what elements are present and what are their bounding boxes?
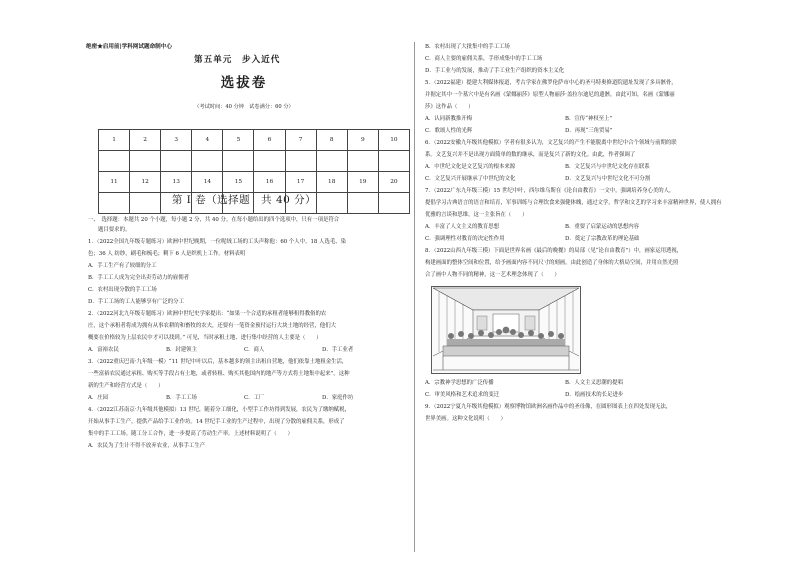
q2-option-d[interactable]: D．手工业者 [322, 347, 354, 353]
left-column [84, 0, 404, 562]
q6-option-d[interactable]: D．文艺复兴与中世纪文化不可分割 [565, 176, 651, 182]
q3-stem: 新的生产和经营方式是（ ） [88, 383, 164, 389]
q8-stem: 合了画中人物不同的精神，这一艺术理念体现了（ ） [425, 272, 560, 278]
q7-option-c[interactable]: C．强调理性对教育的决定性作用 [425, 236, 505, 242]
q5-option-b[interactable]: B．宣传“神权至上” [565, 116, 613, 122]
q5-stem: 5．（2022福建）提建大利媒体报道，考古学家在佛罗伦萨市中心的圣马特奥修道院遗址发现了多具骸骨， [425, 80, 677, 86]
answer-cell[interactable]: 3 [161, 130, 192, 151]
q1-option-a[interactable]: A．手工生产有了较细的分工 [88, 263, 157, 269]
exam-title: 选拔卷 [220, 75, 268, 91]
q7-option-d[interactable]: D．奠定了宗教改革的理论基础 [565, 236, 640, 242]
q8-stem: 8．（2022山西九年级三模）下面是世界名画《最后的晚餐》的局部（见“论自由教育”）中，画家运用透视， [425, 248, 683, 254]
answer-cell[interactable]: 2 [130, 130, 161, 151]
last-supper-illustration [431, 286, 581, 374]
q2-option-c[interactable]: C．商人 [244, 347, 265, 353]
q6-option-a[interactable]: A．中世纪文化是文艺复兴的根本来源 [425, 164, 516, 170]
q2-option-a[interactable]: A．富裕农民 [88, 347, 119, 353]
q5-option-c[interactable]: C．歌颂人性的光辉 [425, 128, 473, 134]
instructions-cont: 题目要求的。 [98, 227, 131, 233]
section-title: 第 I 卷（选择题 共 40 分） [171, 194, 317, 206]
instructions: 一、 选择题：本题共 20 个小题，每小题 2 分，共 40 分。在每小题给出的四个选项中，只有一项是符合 [88, 217, 340, 223]
answer-cell[interactable]: 8 [316, 130, 347, 151]
q1-option-d[interactable]: D．手工工场的工人能够享有广泛的分工 [88, 299, 184, 305]
q8-option-a[interactable]: A．宗教神学思想的广泛传播 [425, 380, 494, 386]
q3-option-c[interactable]: C．工厂 [244, 395, 265, 401]
answer-grid-blank-row [99, 151, 410, 172]
q4-option-d[interactable]: D．手工业与的发展，推动了手工业生产组织的资本主义化 [425, 68, 565, 74]
right-column [421, 0, 751, 562]
q8-option-d[interactable]: D．绘画技术的长足进步 [565, 392, 624, 398]
q7-stem: 提倡学习古典语言的语言和培育，军事训练与合理饮食来强健体魄，通过文学，哲学和文艺的学习来丰富精神世界，使人拥有 [425, 200, 722, 206]
q2-option-b[interactable]: B．封建领主 [166, 347, 197, 353]
q7-stem: 优雅的言谈和思维，这一主张旨在（ ） [425, 212, 528, 218]
q1-option-c[interactable]: C．农村出现分散的手工工场 [88, 287, 157, 293]
q6-option-c[interactable]: C．文艺复兴开展继承了中世纪的文化 [425, 176, 516, 182]
answer-cell[interactable]: 12 [130, 172, 161, 193]
q3-option-a[interactable]: A．庄园 [88, 395, 109, 401]
answer-cell[interactable]: 5 [223, 130, 254, 151]
q4-stem: 开始从事手工生产，提供产品给手工业作坊。14 世纪手工业的生产过程中，出现了分散的雇佣关系，形成了 [88, 419, 345, 425]
q1-stem: 色；36 人 纺纱，刷毛和梳毛；剩下 6 人是织机上工作。材料表明 [88, 251, 246, 257]
answer-cell[interactable]: 10 [378, 130, 409, 151]
answer-grid-row [99, 130, 410, 151]
answer-cell[interactable]: 9 [347, 130, 378, 151]
q2-stem: 2．（2022河北九年级专题练习）欧洲中世纪史学家提出：“如果一个合适的承租者能够租得教俗的农 [88, 311, 327, 317]
q4-option-c[interactable]: C．商人主要的雇佣关系，手形成集中的手工工场 [425, 56, 543, 62]
q5-option-d[interactable]: D．再现“三角贸易” [565, 128, 613, 134]
answer-grid-row [99, 172, 410, 193]
q3-option-b[interactable]: B．手工工场 [166, 395, 197, 401]
q6-stem: 系。文艺复兴并不是出现方面简单的数的继承，而是复兴了新的文化。由此，作者强调了 [425, 152, 636, 158]
q7-option-b[interactable]: B．重要了启蒙运动的思想内容 [565, 224, 640, 230]
q2-stem: 概要在价格较为上层农民中才可以找到。” 可见，当时承租土地、进行集中经营的人主要是（ ） [88, 335, 322, 341]
q3-stem: 3．（2022重庆巴南·九年级一模）“11 世纪中叶以后，基本越多的领主出租自营地，他们依靠土地租金生活， [88, 359, 348, 365]
answer-cell[interactable]: 7 [285, 130, 316, 151]
secret-header: 绝密★启用前|学科网试题命制中心 [86, 44, 172, 50]
answer-cell[interactable]: 16 [254, 172, 285, 193]
q1-option-b[interactable]: B．手工工人成为完全出卖劳动力的雇佣者 [88, 275, 189, 281]
q5-stem: 莎》这作品（ ） [425, 104, 474, 110]
q4-stem: 集中的手工工场。随工分工合作，进一步提高了劳动生产率。上述材料说明了（ ） [88, 431, 293, 437]
column-divider [414, 42, 415, 552]
unit-title: 第五单元 步入近代 [194, 55, 281, 65]
answer-cell[interactable]: 13 [161, 172, 192, 193]
answer-cell[interactable]: 20 [378, 172, 409, 193]
q6-option-b[interactable]: B．文艺复兴与中世纪文化存在联系 [565, 164, 650, 170]
q3-option-d[interactable]: D．家庭作坊 [322, 395, 354, 401]
answer-cell[interactable]: 6 [254, 130, 285, 151]
q8-option-b[interactable]: B．人文主义思潮的提唱 [565, 380, 623, 386]
answer-cell[interactable]: 1 [99, 130, 130, 151]
answer-cell[interactable]: 19 [347, 172, 378, 193]
q8-stem: 构建画面的整体空间和位置，给予画面内容不同尺寸的刻画，由此创造了身体的大格局空间，并用自然光照 [425, 260, 679, 266]
answer-cell[interactable]: 17 [285, 172, 316, 193]
answer-cell[interactable]: 14 [192, 172, 223, 193]
answer-cell[interactable]: 4 [192, 130, 223, 151]
q6-stem: 6．（2022安徽九年级其他模拟）学者有很多认为，文艺复兴的产生不能脱离中世纪中合个领域与前期的联 [425, 140, 677, 146]
q4-stem: 4．（2022江苏南京·九年级其他模拟）13 世纪，随着分工细化，小型手工作坊得到发展，农民为了缴纳赋税， [88, 407, 350, 413]
answer-cell[interactable]: 15 [223, 172, 254, 193]
answer-cell[interactable]: 11 [99, 172, 130, 193]
q7-stem: 7．（2022广东九年级三模）15 世纪中叶，西尔维乌斯在《论自由教育》一文中，强调培养身心美的人， [425, 188, 675, 194]
q9-stem: 9．（2022宁夏九年级其他模拟）观察博物馆欧洲名画作品中的圣母像，在圆形图表上在四处发现无法， [425, 404, 672, 410]
q4-option-a[interactable]: A．农民为了生计不得不放弃农业，从事手工生产 [88, 443, 206, 449]
q3-stem: 一些富裕农民通过承租、购买等手段占有土地，或者转租、购买其他国内的地产等方式将土地集中起来”。这种 [88, 371, 350, 377]
q2-stem: 庄，这个承租者将成为拥有从事农耕的和畜牧的农夫，还要有一笔资金预付运行大块土地的经营，他们大 [88, 323, 336, 329]
exam-meta: （考试时间：40 分钟 试卷满分：60 分） [194, 104, 294, 110]
q5-option-a[interactable]: A．认同新教推开梅 [425, 116, 473, 122]
q4-option-b[interactable]: B．农村出现了大批集中的手工工场 [425, 44, 510, 50]
q5-stem: 并据定其中一个墓穴中是有名画《蒙娜丽莎》原型人物丽莎·盖拉尔迪尼的遗骸。由此可知，名画《蒙娜丽 [425, 92, 675, 98]
q1-stem: 1．（2022全国九年级专题练习）欧洲中世纪晚期，一位呢绒工场的工头声称他：60 个人中，18 人选毛、染 [88, 239, 347, 245]
q7-option-a[interactable]: A．丰富了人文主义的教育思想 [425, 224, 499, 230]
answer-cell[interactable]: 18 [316, 172, 347, 193]
q9-stem: 世界美画。这种文化说明（ ） [425, 416, 506, 422]
q8-option-c[interactable]: C．审美风格和艺术追求的变迁 [425, 392, 500, 398]
